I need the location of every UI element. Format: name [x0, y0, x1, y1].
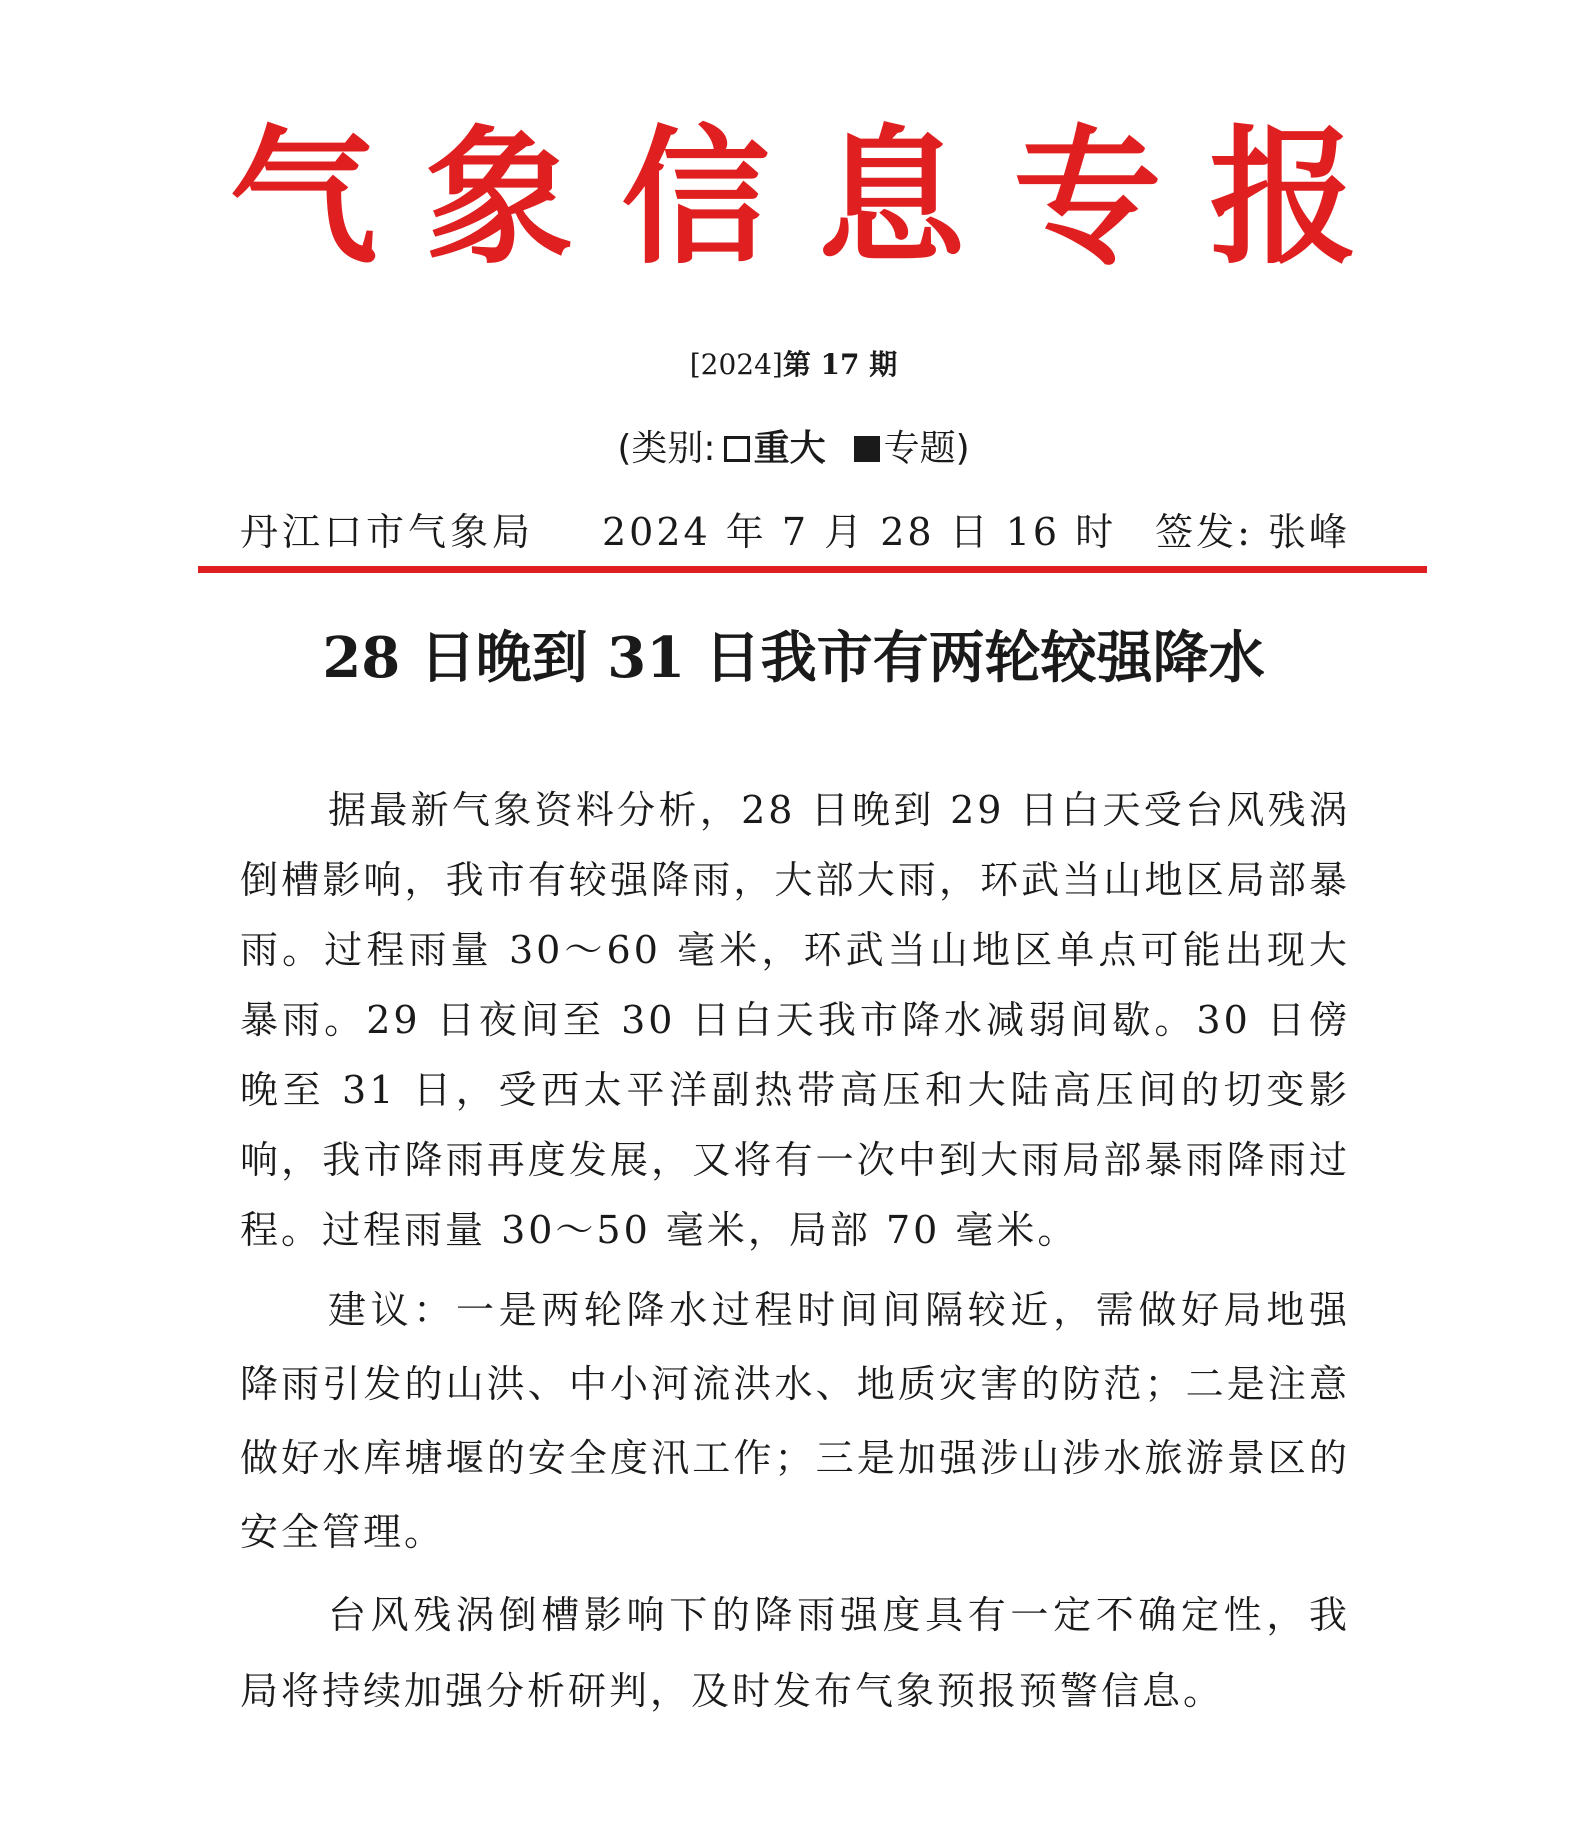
- paragraph-uncertainty: 台风残涡倒槽影响下的降雨强度具有一定不确定性，我局将持续加强分析研判，及时发布气象预报预警信息。: [240, 1593, 1350, 1713]
- info-row: [240, 505, 1350, 559]
- special-checkbox-checked: [854, 436, 880, 462]
- headline: 28 日晚到 31 日我市有两轮较强降水: [322, 625, 1265, 691]
- issue-number: 第 17 期: [782, 348, 898, 381]
- paragraph-forecast: 据最新气象资料分析，28 日晚到 29 日白天受台风残涡倒槽影响，我市有较强降雨，大部大雨，环武当山地区局部暴雨。过程雨量 30～60 毫米，环武当山地区单点可能出现大暴雨。29 日夜间至 30 日白天我市降水减弱间歇。30 日傍晚至 31 日，受西太平洋副热带高压和大陆高压间的切变影响，我市降雨再度发展，又将有一次中到大雨局部暴雨降雨过程。过程雨量 30～50 毫米，局部 70 毫米。: [240, 788, 1350, 1252]
- issue-year: [2024]: [689, 348, 783, 381]
- issue-line: [0, 345, 1587, 385]
- signer: 签发: 张峰: [1155, 510, 1350, 554]
- red-divider: [198, 566, 1427, 573]
- issuing-agency: 丹江口市气象局: [240, 510, 535, 554]
- paragraph-advice: 建议：一是两轮降水过程时间间隔较近，需做好局地强降雨引发的山洪、中小河流洪水、地质灾害的防范；二是注意做好水库塘堰的安全度汛工作；三是加强涉山涉水旅游景区的安全管理。: [240, 1288, 1350, 1554]
- issue-datetime: 2024 年 7 月 28 日 16 时: [602, 510, 1117, 554]
- category-label: (类别:: [617, 428, 716, 469]
- category-option-special: 专题): [883, 428, 970, 469]
- body-text: [240, 775, 1350, 1737]
- category-option-major: 重大: [753, 428, 826, 469]
- major-checkbox: [724, 436, 750, 462]
- category-line: [0, 425, 1587, 473]
- masthead-title: 气象信息专报: [229, 112, 1406, 284]
